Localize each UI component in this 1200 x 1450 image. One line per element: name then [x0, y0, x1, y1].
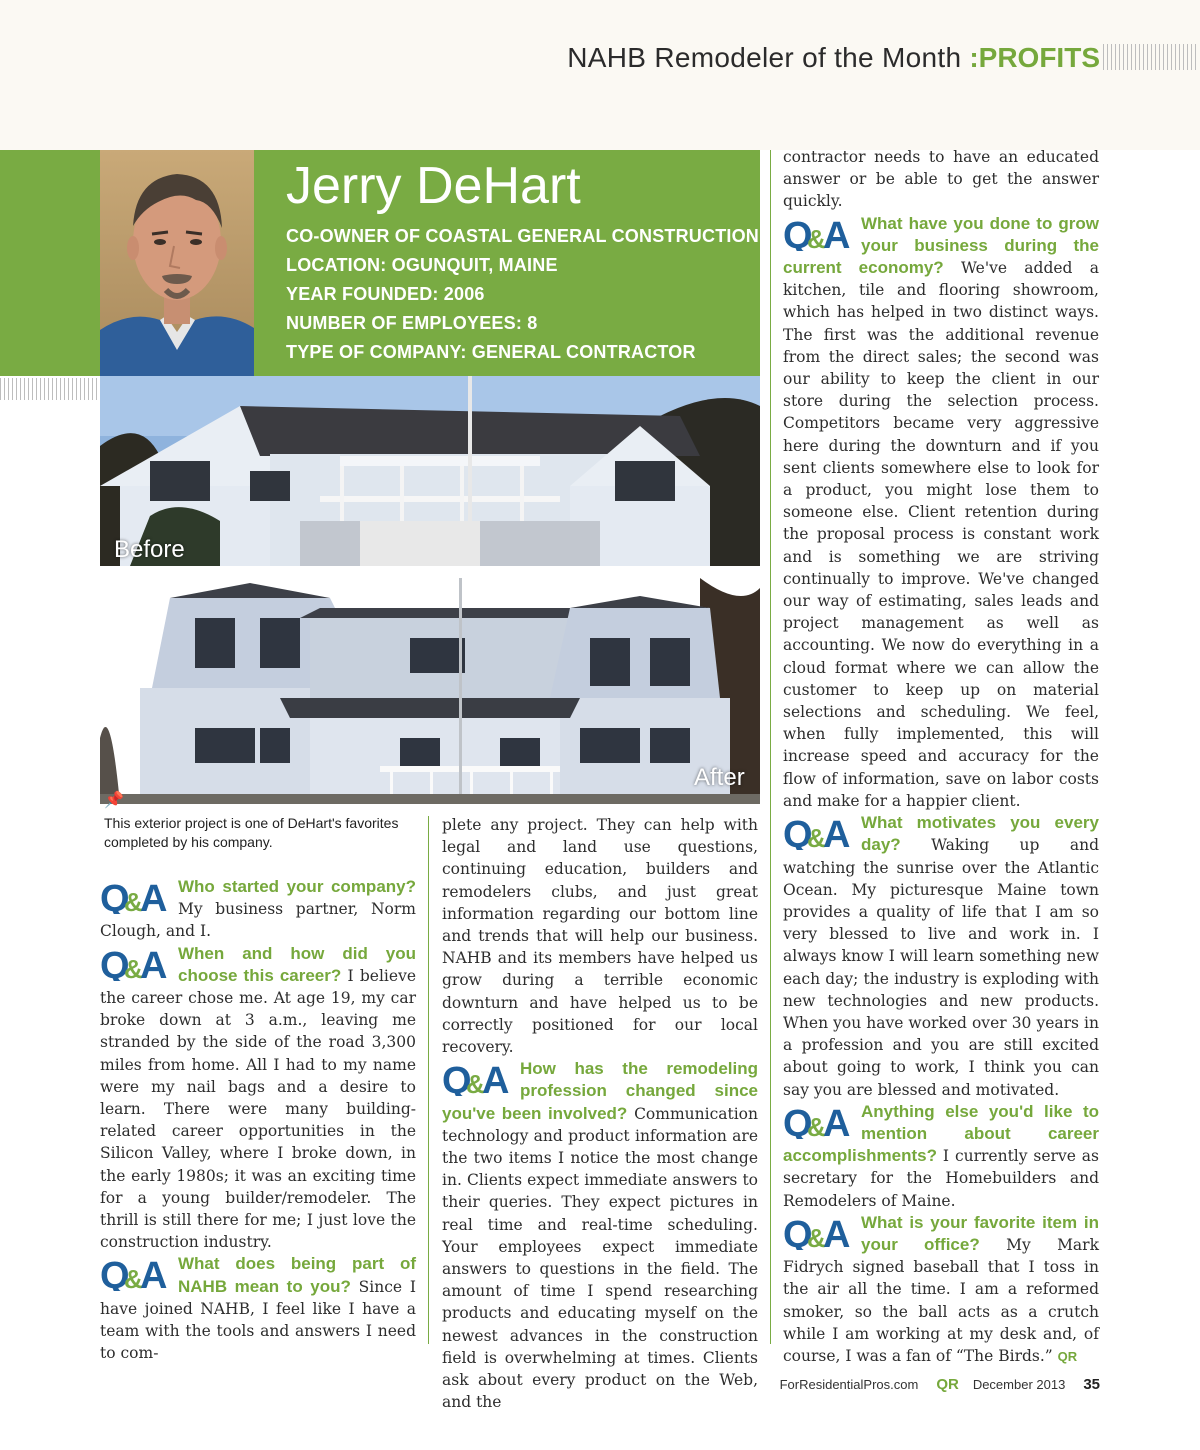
qa-badge-icon	[442, 1062, 512, 1096]
qa-item	[783, 1212, 1099, 1368]
svg-text:A: A	[823, 816, 851, 851]
svg-text:Q: Q	[100, 880, 130, 914]
photo-caption: This exterior project is one of DeHart's favorites completed by his company.	[104, 815, 399, 850]
qa-badge-icon	[783, 816, 853, 850]
qa-answer: I believe the career chose me. At age 19, my car broke down at 3 a.m., leaving me stranded by the side of the road 3,300 miles from home. All I had to my name were my nail bags and a desire to learn. There were many building-related career opportunities in the Silicon Valley, where I broke down, in the early 1980s; it was an exciting time for a young builder/remodeler. The thrill is still there for me; I just love the construction industry.	[100, 966, 416, 1252]
column-rule-2	[770, 150, 771, 1344]
qa-item	[100, 876, 416, 943]
qa-question: Who started your company?	[178, 877, 416, 896]
fact-employees: NUMBER OF EMPLOYEES: 8	[286, 313, 538, 333]
qa-question: What is your favorite item in your office?	[861, 1212, 1099, 1254]
portrait-photo	[100, 150, 254, 376]
page-header	[567, 40, 1100, 76]
qa-item	[783, 812, 1099, 1101]
continued-text: contractor needs to have an educated answer or be able to get the answer quickly.	[783, 148, 1099, 211]
svg-text:&: &	[807, 1111, 826, 1139]
footer-date: December 2013	[972, 1377, 1066, 1392]
qa-answer: Since I have joined NAHB, I feel like I have a team with the tools and answers I need to com-	[100, 1277, 417, 1363]
svg-text:Q: Q	[783, 1104, 813, 1139]
fact-location: LOCATION: OGUNQUIT, MAINE	[286, 255, 558, 275]
qa-question: Anything else you'd like to mention about career accomplishments?	[783, 1101, 1099, 1166]
qa-question: What have you done to grow your business during the current economy?	[783, 213, 1099, 278]
header-section: :PROFITS	[969, 42, 1100, 73]
fact-role: CO-OWNER OF COASTAL GENERAL CONSTRUCTION	[286, 226, 759, 246]
svg-text:Q: Q	[783, 816, 813, 851]
side-hatch-decoration	[0, 378, 100, 400]
qa-item	[783, 213, 1099, 812]
svg-text:&: &	[807, 223, 826, 251]
after-label: After	[694, 764, 745, 791]
qa-answer: I currently serve as secretary for the Homebuilders and Remodelers of Maine.	[783, 1147, 1099, 1210]
svg-text:Q: Q	[783, 216, 813, 251]
fact-year-founded: YEAR FOUNDED: 2006	[286, 284, 485, 304]
footer-site: ForResidentialPros.com	[779, 1377, 919, 1392]
svg-text:A: A	[823, 1104, 851, 1139]
svg-text:Q: Q	[442, 1062, 472, 1097]
profile-name: Jerry DeHart	[286, 157, 581, 215]
qa-answer: My Mark Fidrych signed baseball that I toss in the air all the time. I am a reformed smoker, so the ball acts as a crutch while I am working at my desk and, of course, I was a fan of “The Birds.”	[783, 1235, 1099, 1365]
column-2	[442, 814, 758, 1413]
page-footer	[780, 1376, 1100, 1393]
svg-text:A: A	[482, 1062, 510, 1097]
qa-badge-icon	[783, 1105, 853, 1139]
svg-text:&: &	[124, 1264, 143, 1292]
qa-badge-icon	[100, 1257, 170, 1291]
qa-item	[783, 1101, 1099, 1212]
qa-badge-icon	[783, 217, 853, 251]
column-rule-1	[428, 816, 429, 1344]
svg-text:A: A	[140, 880, 168, 914]
qa-question: What motivates you every day?	[861, 813, 1099, 855]
before-label: Before	[114, 536, 185, 563]
continued-text: plete any project. They can help with legal and land use questions, continuing education, builders and remodelers clubs, and just great information regarding our bottom line and trends that will help our business. NAHB and its members have helped us grow during a terrible economic downturn and have helped us to be correctly positioned for our local recovery.	[442, 816, 758, 1057]
qa-answer: Waking up and watching the sunrise over the Atlantic Ocean. My picturesque Maine town provides a quality of life that I am so very blessed to live and work in. I always know I will learn something new each day; the industry is exploding with new technologies and new products. When you have worked over 30 years in a profession and you are still excited about going to work, I think you can say you are blessed and motivated.	[783, 836, 1099, 1099]
before-photo	[100, 376, 760, 566]
qa-question: When and how did you choose this career?	[178, 943, 416, 985]
column-3	[783, 146, 1099, 1368]
column-1	[100, 876, 416, 1364]
header-title: NAHB Remodeler of the Month	[567, 42, 962, 73]
end-mark: QR	[1057, 1348, 1078, 1364]
svg-text:&: &	[124, 953, 143, 981]
svg-text:&: &	[807, 1222, 826, 1250]
svg-text:Q: Q	[100, 946, 130, 981]
qa-badge-icon	[100, 947, 170, 981]
svg-text:A: A	[140, 946, 168, 981]
svg-text:A: A	[823, 216, 851, 251]
svg-text:A: A	[140, 1257, 168, 1292]
footer-page-number: 35	[1083, 1376, 1100, 1393]
header-hatch-decoration	[1103, 44, 1198, 70]
svg-text:A: A	[823, 1215, 851, 1250]
after-photo	[100, 578, 760, 804]
qa-item	[100, 1253, 416, 1364]
svg-text:&: &	[466, 1069, 485, 1097]
qa-answer: My business partner, Norm Clough, and I.	[100, 900, 416, 941]
qa-answer: We've added a kitchen, tile and flooring showroom, which has helped in two distinct ways. The first was the additional revenue from the direct sales; the second was our ability to keep the client in our store during the selection process. Competitors became very aggressive here during the downturn and if you sent clients somewhere else to look for a product, you might lose them to someone else. Client retention during the proposal process is constant work and is something we are striving continually to improve. We've changed our way of estimating, sales leads and project management as well as accounting. We now do everything in a cloud format where we can allow the customer to keep up on material selections and scheduling. We feel, when fully implemented, this will increase speed and accuracy for the flow of information, save on labor costs and make for a happier client.	[783, 259, 1100, 810]
qa-question: What does being part of NAHB mean to you?	[178, 1254, 416, 1296]
qa-badge-icon	[783, 1216, 853, 1250]
qa-question: How has the remodeling profession changed since you've been involved?	[442, 1059, 758, 1123]
footer-magazine: QR	[936, 1376, 959, 1393]
svg-text:&: &	[807, 823, 826, 851]
svg-text:&: &	[124, 887, 143, 914]
qa-badge-icon	[100, 880, 170, 914]
qa-answer: Communication technology and product information are the two items I notice the most change in. Clients expect immediate answers to their queries. They expect pictures in real time and real-time scheduling. Your employees expect immediate answers to questions in the field. The amount of time I spend researching products and educating myself on the newest advances in the construction field is overwhelming at times. Clients ask about every product on the Web, and the	[442, 1104, 758, 1412]
caption-marker-icon: 📌	[104, 790, 124, 809]
qa-item	[100, 943, 416, 1254]
fact-company-type: TYPE OF COMPANY: GENERAL CONTRACTOR	[286, 342, 696, 362]
svg-text:Q: Q	[100, 1257, 130, 1292]
svg-text:Q: Q	[783, 1215, 813, 1250]
profile-facts	[286, 224, 759, 369]
qa-item	[442, 1058, 758, 1413]
